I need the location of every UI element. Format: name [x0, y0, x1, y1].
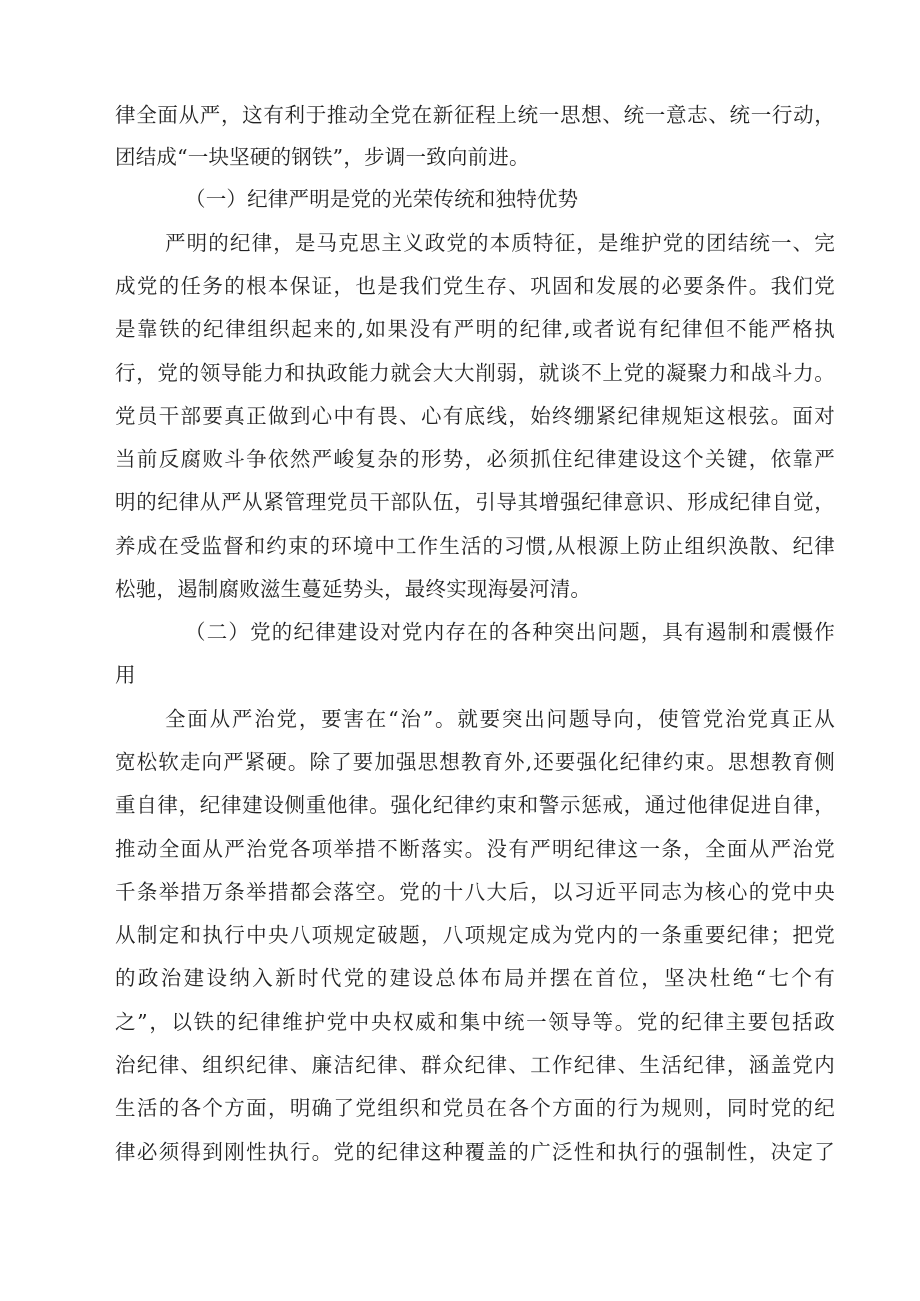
body-line: 律必须得到刚性执行。党的纪律这种覆盖的广泛性和执行的强制性，决定了	[115, 1140, 835, 1164]
body-line: 明的纪律从严从紧管理党员干部队伍，引导其增强纪律意识、形成纪律自觉，	[115, 490, 835, 514]
body-line: 的政治建设纳入新时代党的建设总体布局并摆在首位，坚决杜绝“七个有	[115, 966, 835, 990]
body-line: 全面从严治党，要害在“治”。就要突出问题导向，使管党治党真正从	[165, 707, 835, 731]
body-line: 宽松软走向严紧硬。除了要加强思想教育外,还要强化纪律约束。思想教育侧	[115, 750, 835, 774]
body-line: 成党的任务的根本保证，也是我们党生存、巩固和发展的必要条件。我们党	[115, 274, 835, 298]
section-heading-2-cont: 用	[115, 663, 136, 687]
body-line: 之”，以铁的纪律维护党中央权威和集中统一领导等。党的纪律主要包括政	[115, 1010, 835, 1034]
body-line: 是靠铁的纪律组织起来的,如果没有严明的纪律,或者说有纪律但不能严格执	[115, 317, 835, 341]
body-line: 党员干部要真正做到心中有畏、心有底线，始终绷紧纪律规矩这根弦。面对	[115, 404, 835, 428]
section-heading-1: （一）纪律严明是党的光荣传统和独特优势	[185, 187, 579, 211]
body-line: 团结成“一块坚硬的钢铁”，步调一致向前进。	[115, 145, 530, 169]
body-line: 松驰，遏制腐败滋生蔓延势头，最终实现海晏河清。	[115, 577, 592, 601]
body-line: 律全面从严，这有利于推动全党在新征程上统一思想、统一意志、统一行动，	[115, 103, 835, 127]
body-line: 行，党的领导能力和执政能力就会大大削弱，就谈不上党的凝聚力和战斗力。	[115, 361, 835, 385]
body-line: 推动全面从严治党各项举措不断落实。没有严明纪律这一条，全面从严治党	[115, 837, 835, 861]
body-line: 千条举措万条举措都会落空。党的十八大后，以习近平同志为核心的党中央	[115, 880, 835, 904]
body-line: 养成在受监督和约束的环境中工作生活的习惯,从根源上防止组织涣散、纪律	[115, 534, 835, 558]
body-line: 生活的各个方面，明确了党组织和党员在各个方面的行为规则，同时党的纪	[115, 1096, 835, 1120]
body-line: 严明的纪律，是马克思主义政党的本质特征，是维护党的团结统一、完	[165, 231, 835, 255]
section-heading-2: （二）党的纪律建设对党内存在的各种突出问题，具有遏制和震慑作	[185, 620, 835, 644]
body-line: 治纪律、组织纪律、廉洁纪律、群众纪律、工作纪律、生活纪律，涵盖党内	[115, 1053, 835, 1077]
body-line: 从制定和执行中央八项规定破题，八项规定成为党内的一条重要纪律；把党	[115, 923, 835, 947]
body-line: 重自律，纪律建设侧重他律。强化纪律约束和警示惩戒，通过他律促进自律，	[115, 793, 835, 817]
body-line: 当前反腐败斗争依然严峻复杂的形势，必须抓住纪律建设这个关键，依靠严	[115, 447, 835, 471]
